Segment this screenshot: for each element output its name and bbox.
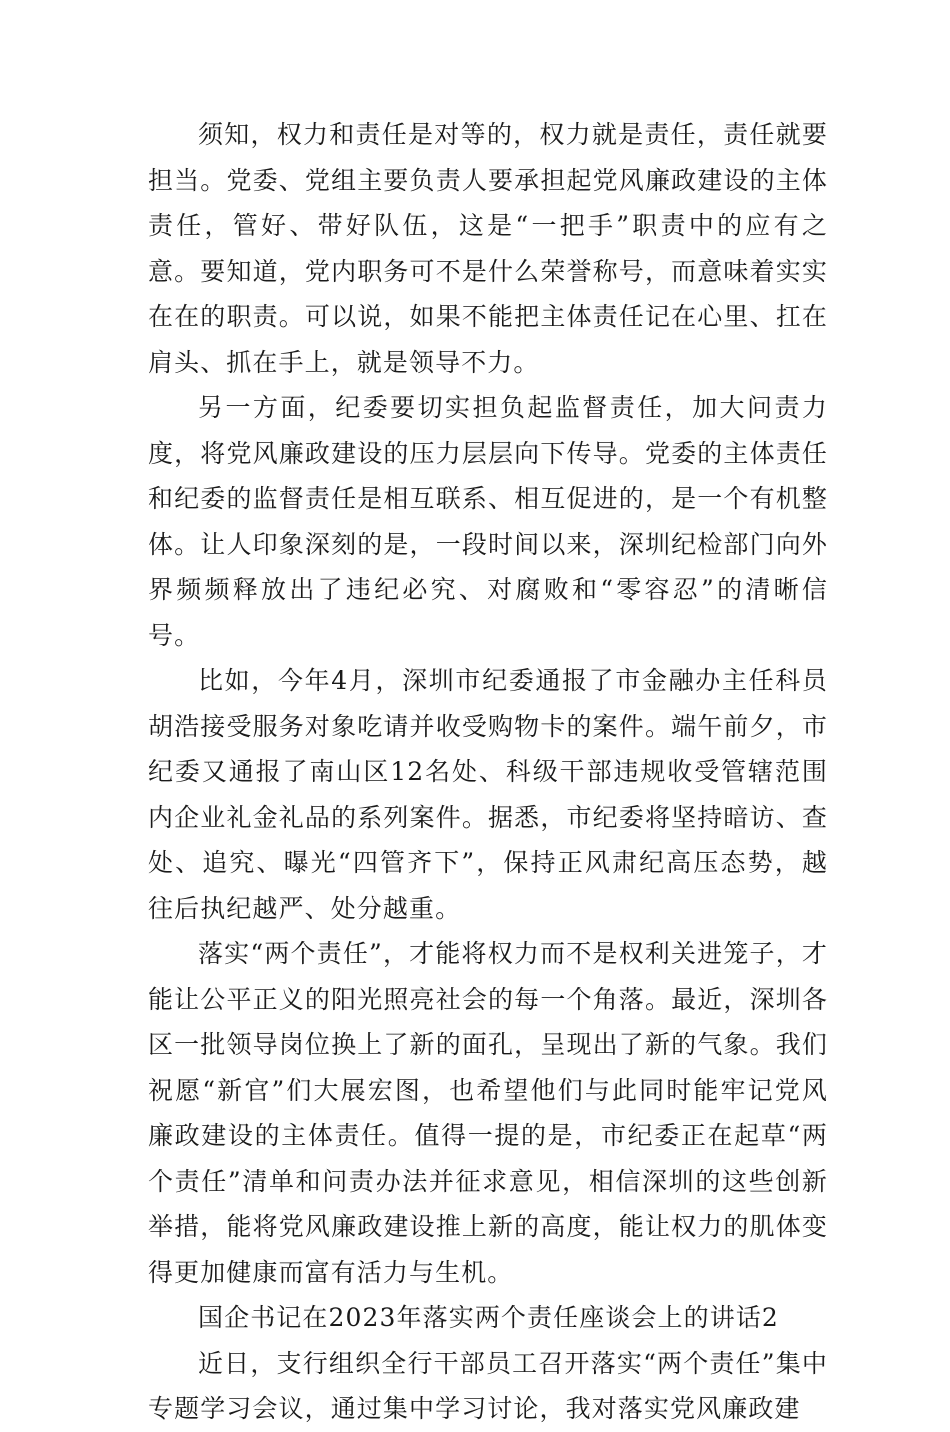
document-body <box>148 112 828 1432</box>
paragraph-5: 近日，支行组织全行干部员工召开落实“两个责任”集中专题学习会议，通过集中学习讨论，我对落实党风廉政建 <box>148 1348 828 1423</box>
paragraph-4: 落实“两个责任”，才能将权力而不是权利关进笼子，才能让公平正义的阳光照亮社会的每一个角落。最近，深圳各区一批领导岗位换上了新的面孔，呈现出了新的气象。我们祝愿“新官”们大展宏图，也希望他们与此同时能牢记党风廉政建设的主体责任。值得一提的是，市纪委正在起草“两个责任”清单和问责办法并征求意见，相信深圳的这些创新举措，能将党风廉政建设推上新的高度，能让权力的肌体变得更加健康而富有活力与生机。 <box>148 939 828 1287</box>
paragraph-3: 比如，今年4月，深圳市纪委通报了市金融办主任科员胡浩接受服务对象吃请并收受购物卡的案件。端午前夕，市纪委又通报了南山区12名处、科级干部违规收受管辖范围内企业礼金礼品的系列案件。据悉，市纪委将坚持暗访、查处、追究、曝光“四管齐下”，保持正风肃纪高压态势，越往后执纪越严、处分越重。 <box>148 666 828 923</box>
paragraph-2: 另一方面，纪委要切实担负起监督责任，加大问责力度，将党风廉政建设的压力层层向下传导。党委的主体责任和纪委的监督责任是相互联系、相互促进的，是一个有机整体。让人印象深刻的是，一段时间以来，深圳纪检部门向外界频频释放出了违纪必究、对腐败和“零容忍”的清晰信号。 <box>148 393 828 650</box>
paragraph-1: 须知，权力和责任是对等的，权力就是责任，责任就要担当。党委、党组主要负责人要承担起党风廉政建设的主体责任，管好、带好队伍，这是“一把手”职责中的应有之意。要知道，党内职务可不是什么荣誉称号，而意味着实实在在的职责。可以说，如果不能把主体责任记在心里、扛在肩头、抓在手上，就是领导不力。 <box>148 120 828 377</box>
section-heading: 国企书记在2023年落实两个责任座谈会上的讲话2 <box>198 1303 779 1332</box>
